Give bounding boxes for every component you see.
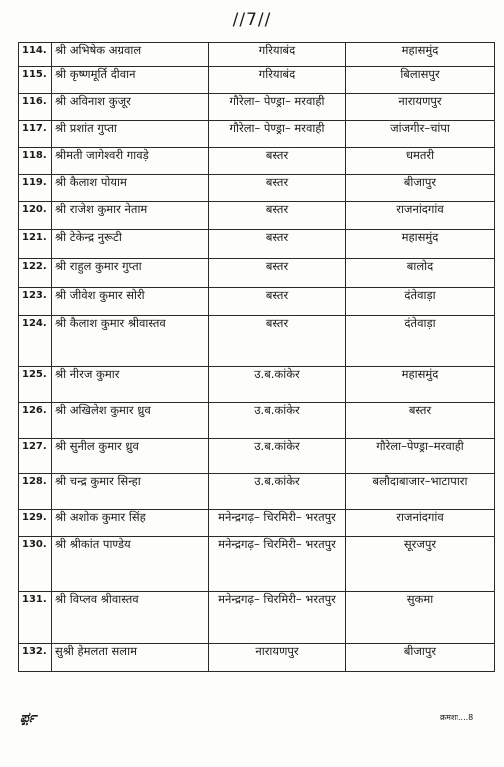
to-district-cell: गौरेला–पेण्ड्रा–मरवाही (346, 439, 495, 474)
from-district-cell: बस्तर (209, 316, 346, 367)
continued-note: क्रमशः....8 (440, 713, 474, 722)
to-district-cell: महासमुंद (346, 367, 495, 403)
serial-number-cell: 125. (19, 367, 52, 403)
to-district-cell: बीजापुर (346, 175, 495, 202)
to-district-cell: दंतेवाड़ा (346, 288, 495, 316)
table-row (19, 148, 495, 175)
from-district-cell: उ.ब.कांकेर (209, 439, 346, 474)
from-district-cell: बस्तर (209, 175, 346, 202)
from-district-cell: बस्तर (209, 148, 346, 175)
officer-name-cell: श्री नीरज कुमार (52, 367, 209, 403)
serial-number-cell: 132. (19, 644, 52, 672)
table-row (19, 592, 495, 644)
table-row (19, 537, 495, 592)
from-district-cell: मनेन्द्रगढ़– चिरमिरी– भरतपुर (209, 592, 346, 644)
to-district-cell: बालोद (346, 259, 495, 288)
to-district-cell: महासमुंद (346, 43, 495, 67)
serial-number-cell: 129. (19, 510, 52, 537)
serial-number-cell: 114. (19, 43, 52, 67)
to-district-cell: सुकमा (346, 592, 495, 644)
table-row (19, 230, 495, 259)
from-district-cell: गरियाबंद (209, 43, 346, 67)
table-row (19, 474, 495, 510)
signature-initials: ರ್ಫ಼ (20, 710, 37, 726)
table-row (19, 175, 495, 202)
table-row (19, 43, 495, 67)
serial-number-cell: 119. (19, 175, 52, 202)
from-district-cell: उ.ब.कांकेर (209, 474, 346, 510)
table-row (19, 439, 495, 474)
serial-number-cell: 128. (19, 474, 52, 510)
to-district-cell: बीजापुर (346, 644, 495, 672)
officer-name-cell: श्री राहुल कुमार गुप्ता (52, 259, 209, 288)
serial-number-cell: 124. (19, 316, 52, 367)
officer-name-cell: श्री कृष्णमूर्ति दीवान (52, 67, 209, 94)
serial-number-cell: 116. (19, 94, 52, 121)
officer-name-cell: श्री अभिषेक अग्रवाल (52, 43, 209, 67)
officer-name-cell: श्री अशोक कुमार सिंह (52, 510, 209, 537)
to-district-cell: धमतरी (346, 148, 495, 175)
serial-number-cell: 122. (19, 259, 52, 288)
to-district-cell: बलौदाबाजार–भाटापारा (346, 474, 495, 510)
table-row (19, 259, 495, 288)
officer-name-cell: श्री कैलाश कुमार श्रीवास्तव (52, 316, 209, 367)
to-district-cell: बिलासपुर (346, 67, 495, 94)
officer-name-cell: श्रीमती जागेश्वरी गावड़े (52, 148, 209, 175)
officer-name-cell: श्री विप्लव श्रीवास्तव (52, 592, 209, 644)
to-district-cell: नारायणपुर (346, 94, 495, 121)
from-district-cell: नारायणपुर (209, 644, 346, 672)
serial-number-cell: 115. (19, 67, 52, 94)
from-district-cell: गौरेला– पेण्ड्रा– मरवाही (209, 94, 346, 121)
table-row (19, 202, 495, 230)
table-row (19, 288, 495, 316)
table-row (19, 510, 495, 537)
from-district-cell: मनेन्द्रगढ़– चिरमिरी– भरतपुर (209, 510, 346, 537)
officer-name-cell: श्री प्रशांत गुप्ता (52, 121, 209, 148)
officer-name-cell: श्री सुनील कुमार ध्रुव (52, 439, 209, 474)
serial-number-cell: 118. (19, 148, 52, 175)
from-district-cell: उ.ब.कांकेर (209, 403, 346, 439)
officer-name-cell: श्री कैलाश पोयाम (52, 175, 209, 202)
table-row (19, 94, 495, 121)
to-district-cell: महासमुंद (346, 230, 495, 259)
from-district-cell: बस्तर (209, 230, 346, 259)
serial-number-cell: 131. (19, 592, 52, 644)
to-district-cell: राजनांदगांव (346, 510, 495, 537)
officer-name-cell: श्री अखिलेश कुमार ध्रुव (52, 403, 209, 439)
table-row (19, 67, 495, 94)
from-district-cell: बस्तर (209, 288, 346, 316)
table-row (19, 644, 495, 672)
table-row (19, 316, 495, 367)
from-district-cell: मनेन्द्रगढ़– चिरमिरी– भरतपुर (209, 537, 346, 592)
serial-number-cell: 123. (19, 288, 52, 316)
from-district-cell: बस्तर (209, 259, 346, 288)
transfer-table-body (19, 43, 495, 672)
from-district-cell: गरियाबंद (209, 67, 346, 94)
officer-name-cell: श्री राजेश कुमार नेताम (52, 202, 209, 230)
table-row (19, 121, 495, 148)
to-district-cell: सूरजपुर (346, 537, 495, 592)
to-district-cell: राजनांदगांव (346, 202, 495, 230)
officer-name-cell: श्री जीवेश कुमार सोरी (52, 288, 209, 316)
from-district-cell: गौरेला– पेण्ड्रा– मरवाही (209, 121, 346, 148)
officer-name-cell: श्री अविनाश कुजूर (52, 94, 209, 121)
from-district-cell: उ.ब.कांकेर (209, 367, 346, 403)
officer-name-cell: श्री टेकेन्द्र नुरूटी (52, 230, 209, 259)
officer-name-cell: सुश्री हेमलता सलाम (52, 644, 209, 672)
table-row (19, 403, 495, 439)
table-row (19, 367, 495, 403)
page-number: //7// (232, 10, 272, 30)
to-district-cell: बस्तर (346, 403, 495, 439)
serial-number-cell: 126. (19, 403, 52, 439)
serial-number-cell: 117. (19, 121, 52, 148)
serial-number-cell: 120. (19, 202, 52, 230)
serial-number-cell: 130. (19, 537, 52, 592)
officer-name-cell: श्री श्रीकांत पाण्डेय (52, 537, 209, 592)
from-district-cell: बस्तर (209, 202, 346, 230)
transfer-table (18, 42, 495, 672)
to-district-cell: दंतेवाड़ा (346, 316, 495, 367)
serial-number-cell: 121. (19, 230, 52, 259)
to-district-cell: जांजगीर–चांपा (346, 121, 495, 148)
officer-name-cell: श्री चन्द्र कुमार सिन्हा (52, 474, 209, 510)
serial-number-cell: 127. (19, 439, 52, 474)
